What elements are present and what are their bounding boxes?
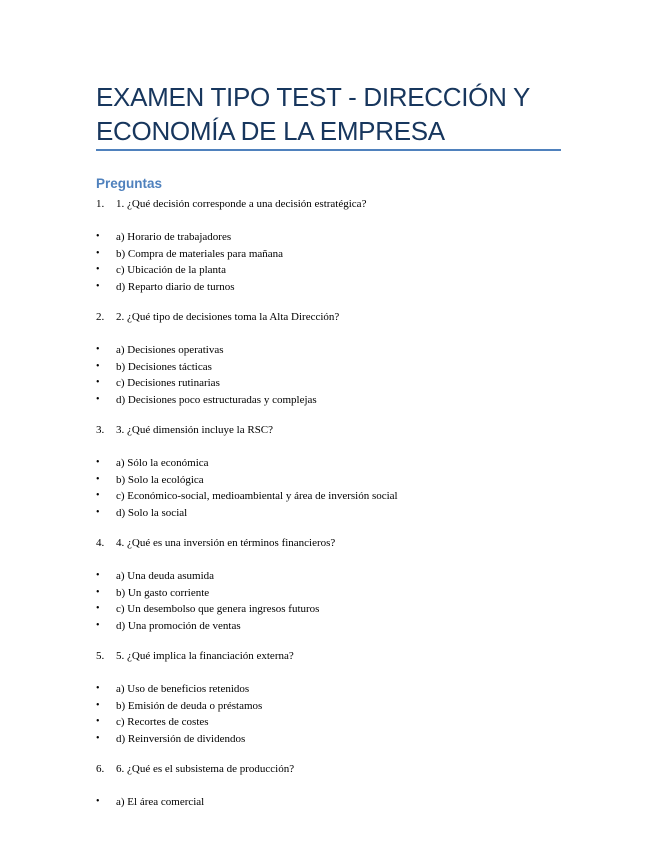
option-item <box>96 794 576 811</box>
question-4 <box>96 535 576 551</box>
option-item <box>96 488 576 505</box>
question-2 <box>96 309 576 325</box>
option-text: c) Un desembolso que genera ingresos futuros <box>116 603 320 615</box>
option-item <box>96 585 576 602</box>
question-number: 2. <box>96 311 105 323</box>
bullet-icon: • <box>96 506 100 518</box>
option-text: c) Económico-social, medioambiental y área de inversión social <box>116 490 398 502</box>
option-text: b) Emisión de deuda o préstamos <box>116 699 263 712</box>
option-text: a) Una deuda asumida <box>116 570 215 582</box>
option-text: d) Una promoción de ventas <box>116 619 241 632</box>
option-text: a) Uso de beneficios retenidos <box>116 683 250 695</box>
option-text: a) Sólo la económica <box>116 457 209 469</box>
option-text: d) Decisiones poco estructuradas y complejas <box>116 393 317 406</box>
option-text: b) Compra de materiales para mañana <box>116 247 284 260</box>
option-item <box>96 375 576 392</box>
question-number: 6. <box>96 763 105 775</box>
option-list <box>96 342 576 408</box>
bullet-icon: • <box>96 393 100 405</box>
option-text: c) Decisiones rutinarias <box>116 377 220 389</box>
option-item <box>96 714 576 731</box>
option-text: d) Solo la social <box>116 506 188 519</box>
question-1 <box>96 196 576 212</box>
question-list <box>96 196 576 825</box>
question-text: 2. ¿Qué tipo de decisiones toma la Alta Dirección? <box>116 311 340 323</box>
option-item <box>96 505 576 522</box>
bullet-icon: • <box>96 377 100 388</box>
question-number: 1. <box>96 198 105 210</box>
bullet-icon: • <box>96 716 100 727</box>
bullet-icon: • <box>96 699 100 711</box>
option-list <box>96 568 576 634</box>
option-list <box>96 229 576 295</box>
bullet-icon: • <box>96 280 100 292</box>
title-underline <box>96 149 561 151</box>
option-item <box>96 681 576 698</box>
question-text: 5. ¿Qué implica la financiación externa? <box>116 650 294 662</box>
bullet-icon: • <box>96 473 100 485</box>
question-text: 1. ¿Qué decisión corresponde a una decisión estratégica? <box>116 198 367 210</box>
option-text: b) Solo la ecológica <box>116 473 204 486</box>
option-item <box>96 455 576 472</box>
page-title: EXAMEN TIPO TEST - DIRECCIÓN Y ECONOMÍA DE LA EMPRESA <box>96 82 530 146</box>
question-number: 4. <box>96 537 105 549</box>
option-text: a) Decisiones operativas <box>116 344 224 356</box>
bullet-icon: • <box>96 570 100 581</box>
option-text: c) Recortes de costes <box>116 716 209 728</box>
bullet-icon: • <box>96 796 100 807</box>
option-list <box>96 455 576 521</box>
option-text: a) Horario de trabajadores <box>116 231 232 243</box>
option-item <box>96 262 576 279</box>
option-item <box>96 601 576 618</box>
bullet-icon: • <box>96 683 100 694</box>
option-item <box>96 229 576 246</box>
option-item <box>96 246 576 263</box>
bullet-icon: • <box>96 619 100 631</box>
option-item <box>96 698 576 715</box>
option-item <box>96 568 576 585</box>
option-list <box>96 794 576 811</box>
question-number: 3. <box>96 424 105 436</box>
option-text: b) Un gasto corriente <box>116 586 210 599</box>
bullet-icon: • <box>96 231 100 242</box>
bullet-icon: • <box>96 457 100 468</box>
question-3 <box>96 422 576 438</box>
bullet-icon: • <box>96 247 100 259</box>
option-item <box>96 342 576 359</box>
question-text: 3. ¿Qué dimensión incluye la RSC? <box>116 424 274 436</box>
option-item <box>96 618 576 635</box>
bullet-icon: • <box>96 603 100 614</box>
bullet-icon: • <box>96 344 100 355</box>
option-text: d) Reinversión de dividendos <box>116 732 246 745</box>
option-item <box>96 359 576 376</box>
bullet-icon: • <box>96 490 100 501</box>
question-text: 4. ¿Qué es una inversión en términos financieros? <box>116 537 336 549</box>
bullet-icon: • <box>96 586 100 598</box>
option-list <box>96 681 576 747</box>
bullet-icon: • <box>96 264 100 275</box>
option-text: b) Decisiones tácticas <box>116 360 212 373</box>
option-item <box>96 472 576 489</box>
option-item <box>96 731 576 748</box>
option-text: c) Ubicación de la planta <box>116 264 226 276</box>
bullet-icon: • <box>96 732 100 744</box>
section-heading: Preguntas <box>96 176 163 191</box>
question-number: 5. <box>96 650 105 662</box>
option-item <box>96 279 576 296</box>
question-5 <box>96 648 576 664</box>
question-text: 6. ¿Qué es el subsistema de producción? <box>116 763 295 775</box>
option-item <box>96 392 576 409</box>
option-text: d) Reparto diario de turnos <box>116 280 235 293</box>
bullet-icon: • <box>96 360 100 372</box>
option-text: a) El área comercial <box>116 796 205 808</box>
question-6 <box>96 761 576 777</box>
